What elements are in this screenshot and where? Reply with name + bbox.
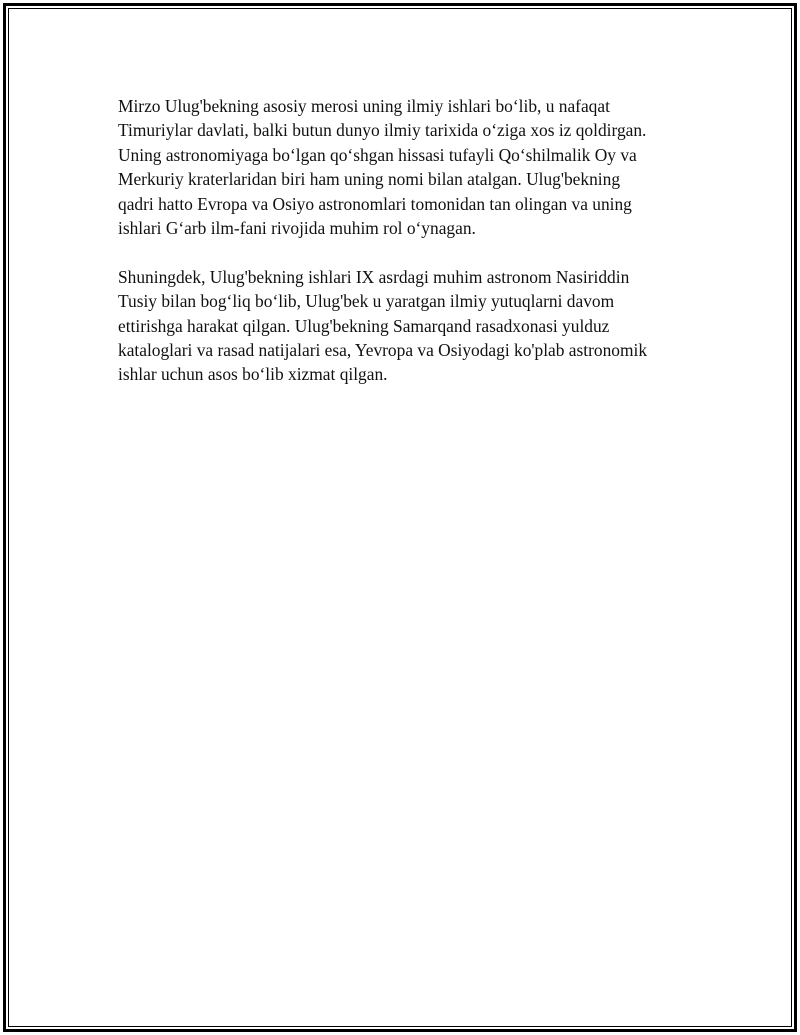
paragraph-line: Mirzo Ulug'bekning asosiy merosi uning ilmiy ishlari boʻlib, u nafaqat (118, 96, 610, 116)
paragraph-line: kataloglari va rasad natijalari esa, Yevropa va Osiyodagi ko'plab astronomik (118, 340, 648, 361)
paragraph-line: Merkuriy kraterlaridan biri ham uning nomi bilan atalgan. Ulug'bekning (118, 169, 621, 190)
paragraph-1 (118, 94, 698, 240)
paragraph-line: ishlar uchun asos boʻlib xizmat qilgan. (118, 364, 388, 385)
paragraph-line: qadri hatto Evropa va Osiyo astronomlari tomonidan tan olingan va uning (118, 193, 632, 214)
paragraph-2 (118, 265, 698, 387)
paragraph-line: Tusiy bilan bogʻliq boʻlib, Ulug'bek u yaratgan ilmiy yutuqlarni davom (118, 291, 615, 312)
paragraph-line: ishlari Gʻarb ilm-fani rivojida muhim rol oʻynagan. (118, 218, 476, 239)
paragraph-line: Timuriylar davlati, balki butun dunyo ilmiy tarixida oʻziga xos iz qoldirgan. (118, 120, 647, 141)
document-body (118, 94, 698, 411)
paragraph-line: ettirishga harakat qilgan. Ulug'bekning Samarqand rasadxonasi yulduz (118, 315, 610, 336)
paragraph-line: Shuningdek, Ulug'bekning ishlari IX asrdagi muhim astronom Nasiriddin (118, 266, 630, 287)
paragraph-line: Uning astronomiyaga boʻlgan qoʻshgan hissasi tufayli Qoʻshilmalik Oy va (118, 144, 637, 165)
